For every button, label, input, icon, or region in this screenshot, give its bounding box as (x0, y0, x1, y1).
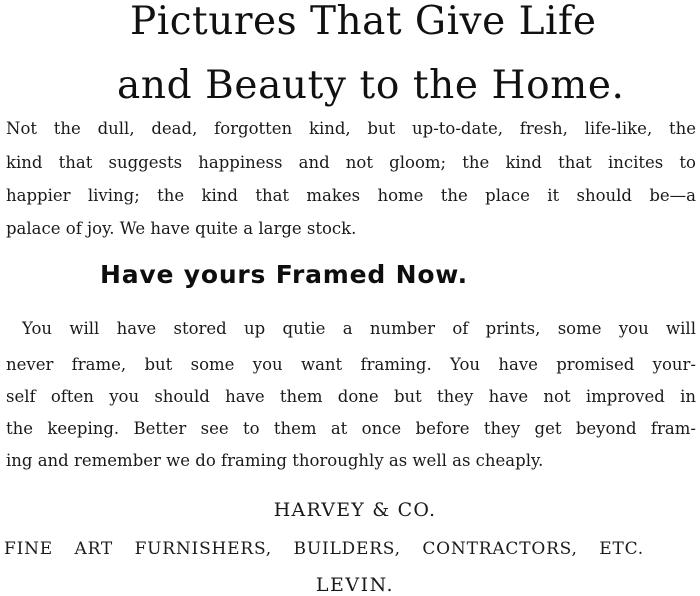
body-line: the keeping. Better see to them at once before they get beyond fram- (6, 419, 696, 438)
intro-line: happier living; the kind that makes home the place it should be—a (6, 186, 696, 205)
advertiser-name: HARVEY & CO. (273, 499, 437, 521)
intro-line: palace of joy. We have quite a large stock. (6, 219, 357, 238)
body-line: ing and remember we do framing thoroughly as well as cheaply. (6, 451, 544, 470)
subheading: Have yours Framed Now. (100, 260, 468, 289)
intro-line: kind that suggests happiness and not gloom; the kind that incites to (6, 153, 696, 172)
advertiser-trade: FINE ART FURNISHERS, BUILDERS, CONTRACTORS, ETC. (4, 539, 644, 559)
body-line: You will have stored up qutie a number of prints, some you will (22, 319, 696, 338)
advertiser-town: LEVIN. (315, 574, 395, 596)
body-line: self often you should have them done but they have not improved in (6, 387, 696, 406)
headline-line-1: Pictures That Give Life (130, 0, 597, 44)
headline-line-2: and Beauty to the Home. (117, 63, 625, 108)
intro-line: Not the dull, dead, forgotten kind, but up-to-date, fresh, life-like, the (6, 119, 696, 138)
body-line: never frame, but some you want framing. You have promised your- (6, 355, 696, 374)
